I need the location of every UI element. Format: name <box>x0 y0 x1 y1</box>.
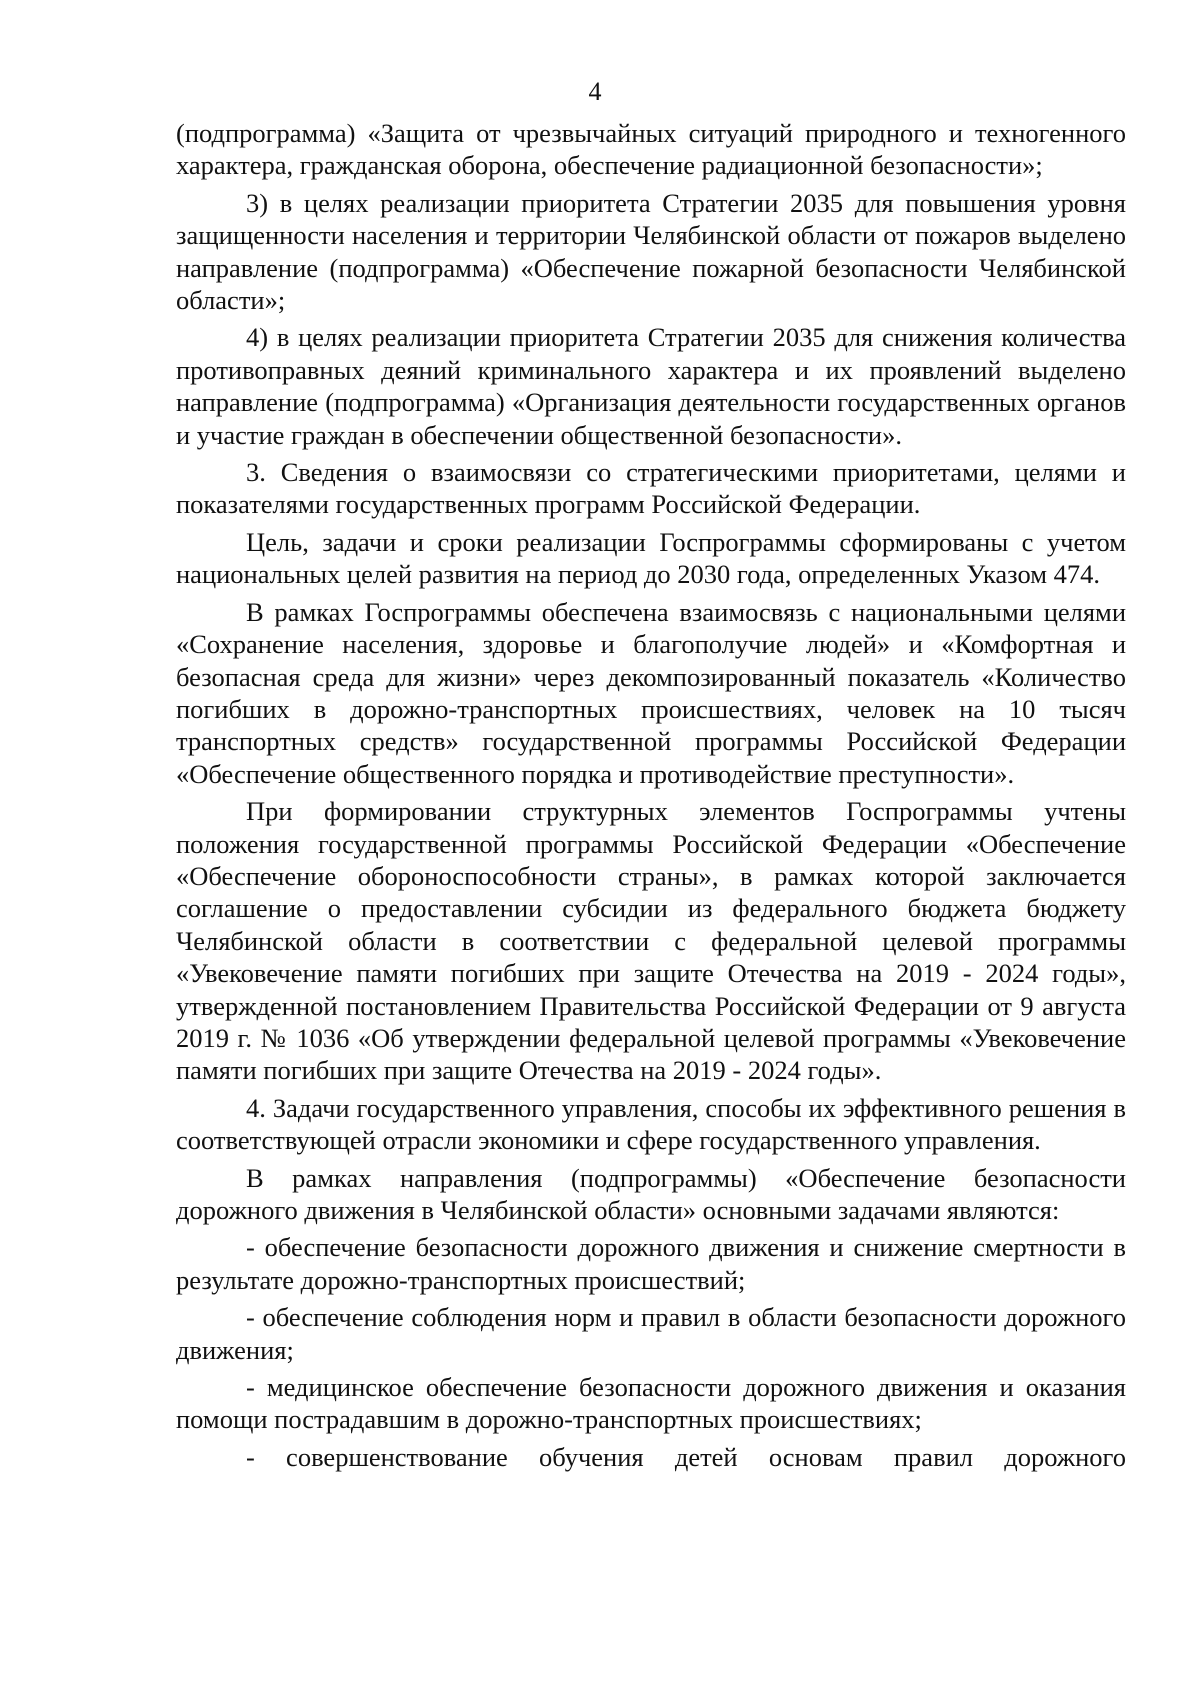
paragraph: - медицинское обеспечение безопасности дорожного движения и оказания помощи пострадавшим в дорожно-транспортных происшествиях; <box>176 1372 1126 1435</box>
paragraph: - совершенствование обучения детей основам правил дорожного <box>246 1441 1126 1472</box>
paragraph: - обеспечение соблюдения норм и правил в области безопасности дорожного движения; <box>176 1302 1126 1365</box>
paragraph: 4. Задачи государственного управления, способы их эффективного решения в соответствующей отрасли экономики и сфере государственного управления. <box>176 1092 1126 1156</box>
paragraph: В рамках Госпрограммы обеспечена взаимосвязь с национальными целями «Сохранение населения, здоровье и благополучие людей» и «Комфортная и безопасная среда для жизни» через декомпозированный показатель «Количество погибших в дорожно-транспортных происшествиях, человек на 10 тысяч транспортных средств» государственной программы Российской Федерации «Обеспечение общественного порядка и противодействие преступности». <box>176 596 1126 789</box>
paragraph: 3) в целях реализации приоритета Стратегии 2035 для повышения уровня защищенности населения и территории Челябинской области от пожаров выделено направление (подпрограмма) «Обеспечение пожарной безопасности Челябинской области»; <box>176 187 1126 316</box>
document-body <box>176 117 1126 1478</box>
paragraph: - обеспечение безопасности дорожного движения и снижение смертности в результате дорожно-транспортных происшествий; <box>176 1232 1126 1295</box>
paragraph: В рамках направления (подпрограммы) «Обеспечение безопасности дорожного движения в Челябинской области» основными задачами являются: <box>176 1162 1126 1225</box>
paragraph: Цель, задачи и сроки реализации Госпрограммы сформированы с учетом национальных целей развития на период до 2030 года, определенных Указом 474. <box>176 526 1126 590</box>
page-number: 4 <box>588 77 602 106</box>
paragraph: При формировании структурных элементов Госпрограммы учтены положения государственной программы Российской Федерации «Обеспечение «Обеспечение обороноспособности страны», в рамках которой заключается соглашение о предоставлении субсидии из федерального бюджета бюджету Челябинской области в соответствии с федеральной целевой программы «Увековечение памяти погибших при защите Отечества на 2019 - 2024 годы», утвержденной постановлением Правительства Российской Федерации от 9 августа 2019 г. № 1036 «Об утверждении федеральной целевой программы «Увековечение памяти погибших при защите Отечества на 2019 - 2024 годы». <box>176 796 1126 1086</box>
paragraph: 4) в целях реализации приоритета Стратегии 2035 для снижения количества противоправных деяний криминального характера и их проявлений выделено направление (подпрограмма) «Организация деятельности государственных органов и участие граждан в обеспечении общественной безопасности». <box>176 322 1126 450</box>
paragraph: (подпрограмма) «Защита от чрезвычайных ситуаций природного и техногенного характера, гражданская оборона, обеспечение радиационной безопасности»; <box>176 118 1126 181</box>
paragraph: 3. Сведения о взаимосвязи со стратегическими приоритетами, целями и показателями государственных программ Российской Федерации. <box>176 457 1126 520</box>
